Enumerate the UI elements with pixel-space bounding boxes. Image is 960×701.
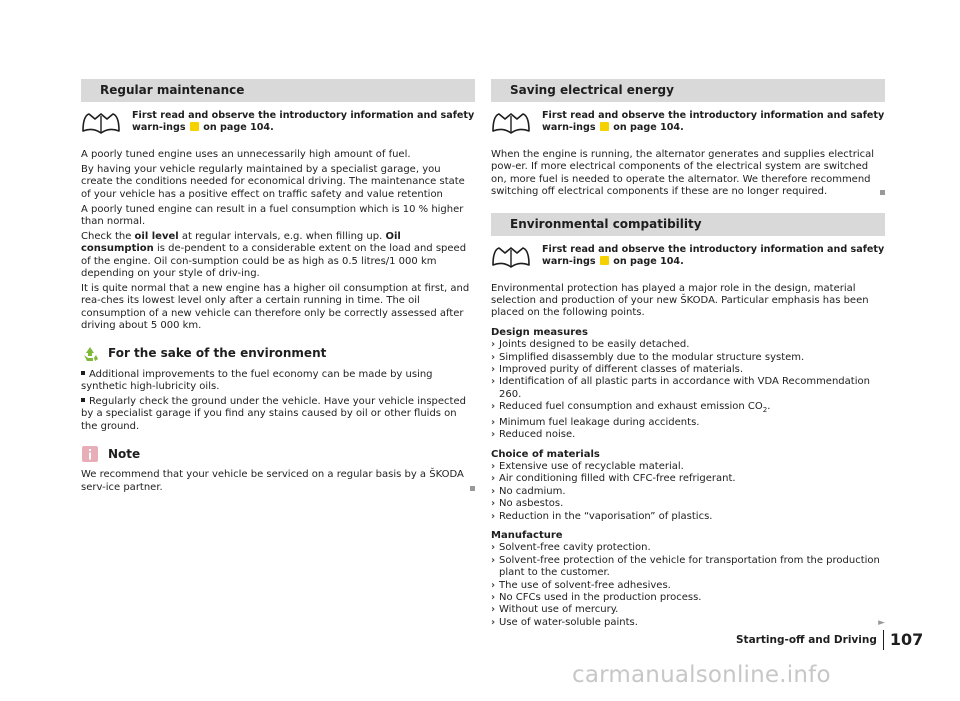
section-title-regular-maintenance: Regular maintenance bbox=[81, 79, 475, 102]
list-item: › Without use of mercury. bbox=[491, 604, 619, 616]
paragraph-oil-check: Check the oil level at regular intervals, e.g. when filling up. Oil consumption is de-pendent to a considerable extent on the load and speed of the engine. Oil con-sumption could be as high as 0.5 litres/1 000 km depending on your style of driv-ing. bbox=[81, 230, 467, 280]
note-heading bbox=[81, 445, 475, 463]
reference-marker-icon bbox=[190, 122, 199, 131]
watermark: carmanualsonline.info bbox=[572, 662, 831, 688]
note-text: We recommend that your vehicle be serviced on a regular basis by a ŠKODA serv-ice partner. bbox=[81, 469, 475, 494]
reference-marker-icon bbox=[600, 122, 609, 131]
manufacture-list bbox=[491, 542, 885, 629]
read-first-text: First read and observe the introductory information and safety warn-ings bbox=[542, 110, 885, 134]
continue-arrow-icon: ► bbox=[878, 617, 885, 628]
list-item: › Solvent-free protection of the vehicle for transportation from the production plant to the customer. bbox=[491, 554, 880, 579]
paragraph: A poorly tuned engine uses an unnecessarily high amount of fuel. bbox=[81, 149, 411, 160]
chevron-right-icon: › bbox=[491, 364, 496, 376]
list-item: › No cadmium. bbox=[491, 485, 566, 497]
term-oil-consumption: Oil consumption bbox=[81, 230, 401, 255]
list-item: › Reduced noise. bbox=[491, 429, 576, 441]
list-item: › Extensive use of recyclable material. bbox=[491, 460, 684, 472]
chevron-right-icon: › bbox=[491, 542, 496, 554]
chevron-right-icon: › bbox=[491, 554, 496, 566]
design-measures-heading: Design measures bbox=[491, 326, 588, 338]
read-first-note bbox=[81, 110, 475, 135]
section-end-icon bbox=[880, 190, 885, 195]
list-item: › The use of solvent-free adhesives. bbox=[491, 579, 671, 591]
design-measures-list bbox=[491, 339, 885, 441]
section-title-saving-electrical-energy: Saving electrical energy bbox=[491, 79, 885, 102]
chevron-right-icon: › bbox=[491, 604, 496, 616]
list-item: › Reduction in the “vaporisation” of plastics. bbox=[491, 510, 713, 522]
read-first-page-ref[interactable]: on page 104. bbox=[613, 256, 684, 268]
choice-of-materials-heading: Choice of materials bbox=[491, 448, 600, 460]
paragraph: By having your vehicle regularly maintained by a specialist garage, you create the conditions needed for economical driving. The maintenance state of your vehicle has a positive effect on traffic safety and value retention bbox=[81, 163, 465, 200]
section-end-icon bbox=[470, 486, 475, 491]
chevron-right-icon: › bbox=[491, 473, 496, 485]
term-oil-level: oil level bbox=[134, 230, 179, 242]
chevron-right-icon: › bbox=[491, 416, 496, 428]
read-first-page-ref[interactable]: on page 104. bbox=[613, 122, 684, 134]
read-first-note bbox=[491, 244, 885, 269]
chevron-right-icon: › bbox=[491, 339, 496, 351]
left-column bbox=[81, 79, 475, 497]
recycle-icon bbox=[81, 345, 99, 363]
chevron-right-icon: › bbox=[491, 498, 496, 510]
page-number: 107 bbox=[889, 629, 924, 649]
read-first-text: First read and observe the introductory information and safety warn-ings bbox=[542, 243, 885, 268]
materials-list bbox=[491, 461, 885, 523]
list-item: › No CFCs used in the production process. bbox=[491, 591, 702, 603]
reference-marker-icon bbox=[600, 256, 609, 265]
paragraph-environmental: Environmental protection has played a major role in the design, material selection and production of your new ŠKODA. Particular emphasis has been placed on the following points. bbox=[491, 282, 869, 319]
environment-item: Additional improvements to the fuel economy can be made by using synthetic high-lubricity oils. bbox=[81, 368, 433, 393]
manufacture-heading: Manufacture bbox=[491, 529, 563, 541]
open-book-icon bbox=[81, 111, 121, 135]
read-first-text: First read and observe the introductory information and safety warn-ings bbox=[132, 110, 475, 134]
chevron-right-icon: › bbox=[491, 429, 496, 441]
chevron-right-icon: › bbox=[491, 460, 496, 472]
read-first-note bbox=[491, 110, 885, 135]
list-item: › Simplified disassembly due to the modular structure system. bbox=[491, 351, 805, 363]
list-item: › Joints designed to be easily detached. bbox=[491, 339, 690, 351]
list-item: › Solvent-free cavity protection. bbox=[491, 542, 651, 554]
environment-heading bbox=[81, 345, 475, 363]
paragraph: A poorly tuned engine can result in a fuel consumption which is 10 % higher than normal. bbox=[81, 203, 464, 228]
chevron-right-icon: › bbox=[491, 591, 496, 603]
list-item: › Reduced fuel consumption and exhaust emission $CO_2$. bbox=[491, 401, 771, 415]
open-book-icon bbox=[491, 111, 531, 135]
environment-item: Regularly check the ground under the vehicle. Have your vehicle inspected by a specialist garage if you find any stains caused by oil or other fluids on the ground. bbox=[81, 396, 466, 432]
paragraph: It is quite normal that a new engine has a higher oil consumption at first, and rea-ches its lowest level only after a certain running in time. The oil consumption of a new vehicle can therefore only be correctly assessed after driving about 5 000 km. bbox=[81, 283, 470, 332]
open-book-icon bbox=[491, 245, 531, 269]
chevron-right-icon: › bbox=[491, 401, 496, 413]
list-item: › Use of water-soluble paints. ► bbox=[491, 616, 885, 628]
paragraph-electrical: When the engine is running, the alternator generates and supplies electrical pow-er. If more electrical components of the electrical system are switched on, more fuel is needed to operate the alternator. We therefore recommend switching off electrical components if these are no longer required. bbox=[491, 149, 885, 199]
list-item: › Identification of all plastic parts in accordance with VDA Recommendation 260. bbox=[491, 376, 870, 400]
list-item: › Air conditioning filled with CFC-free refrigerant. bbox=[491, 473, 736, 485]
note-title: Note bbox=[108, 447, 141, 462]
chevron-right-icon: › bbox=[491, 485, 496, 497]
info-icon bbox=[81, 445, 99, 463]
chevron-right-icon: › bbox=[491, 351, 496, 363]
chapter-label: Starting-off and Driving bbox=[736, 633, 877, 646]
page-footer bbox=[736, 630, 923, 650]
list-item: › Improved purity of different classes of materials. bbox=[491, 364, 744, 376]
list-item: › No asbestos. bbox=[491, 498, 564, 510]
chevron-right-icon: › bbox=[491, 510, 496, 522]
environment-title: For the sake of the environment bbox=[108, 346, 327, 361]
chevron-right-icon: › bbox=[491, 616, 496, 628]
list-item: › Minimum fuel leakage during accidents. bbox=[491, 416, 700, 428]
right-column bbox=[491, 79, 885, 629]
section-title-environmental-compatibility: Environmental compatibility bbox=[491, 213, 885, 236]
chevron-right-icon: › bbox=[491, 376, 496, 388]
footer-divider bbox=[883, 630, 884, 650]
chevron-right-icon: › bbox=[491, 579, 496, 591]
read-first-page-ref[interactable]: on page 104. bbox=[203, 122, 274, 134]
